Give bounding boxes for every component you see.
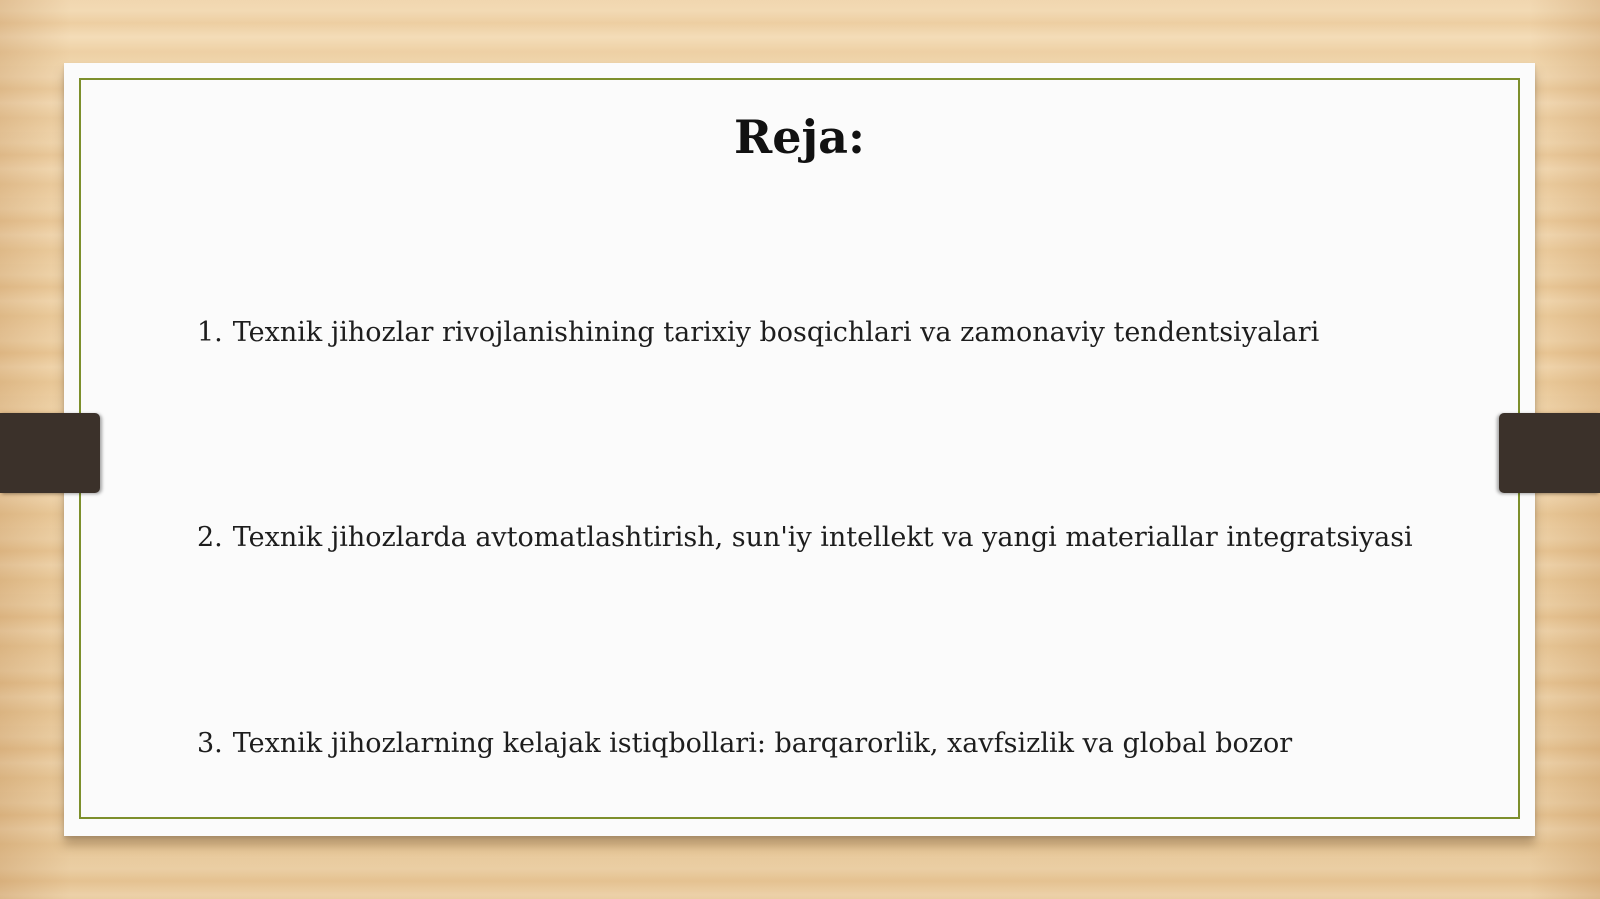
slide-title-text: Reja:: [716, 110, 883, 164]
plan-item-2: [197, 520, 1413, 556]
plan-item-number: 1.: [197, 317, 223, 348]
plan-item-3: [197, 726, 1292, 762]
binder-clip-right: [1499, 413, 1600, 493]
slide-paper: [64, 63, 1535, 836]
plan-item-1: [197, 315, 1319, 351]
plan-list: [64, 63, 1535, 836]
plan-item-number: 2.: [197, 522, 223, 553]
plan-item-text: Texnik jihozlar rivojlanishining tarixiy bosqichlari va zamonaviy tendentsiyalari: [232, 317, 1320, 348]
plan-item-text: Texnik jihozlarning kelajak istiqbollari: barqarorlik, xavfsizlik va global bozor: [232, 728, 1293, 759]
binder-clip-left: [0, 413, 100, 493]
plan-item-number: 3.: [197, 728, 223, 759]
plan-item-text: Texnik jihozlarda avtomatlashtirish, sun'iy intellekt va yangi materiallar integratsiyasi: [232, 522, 1413, 553]
